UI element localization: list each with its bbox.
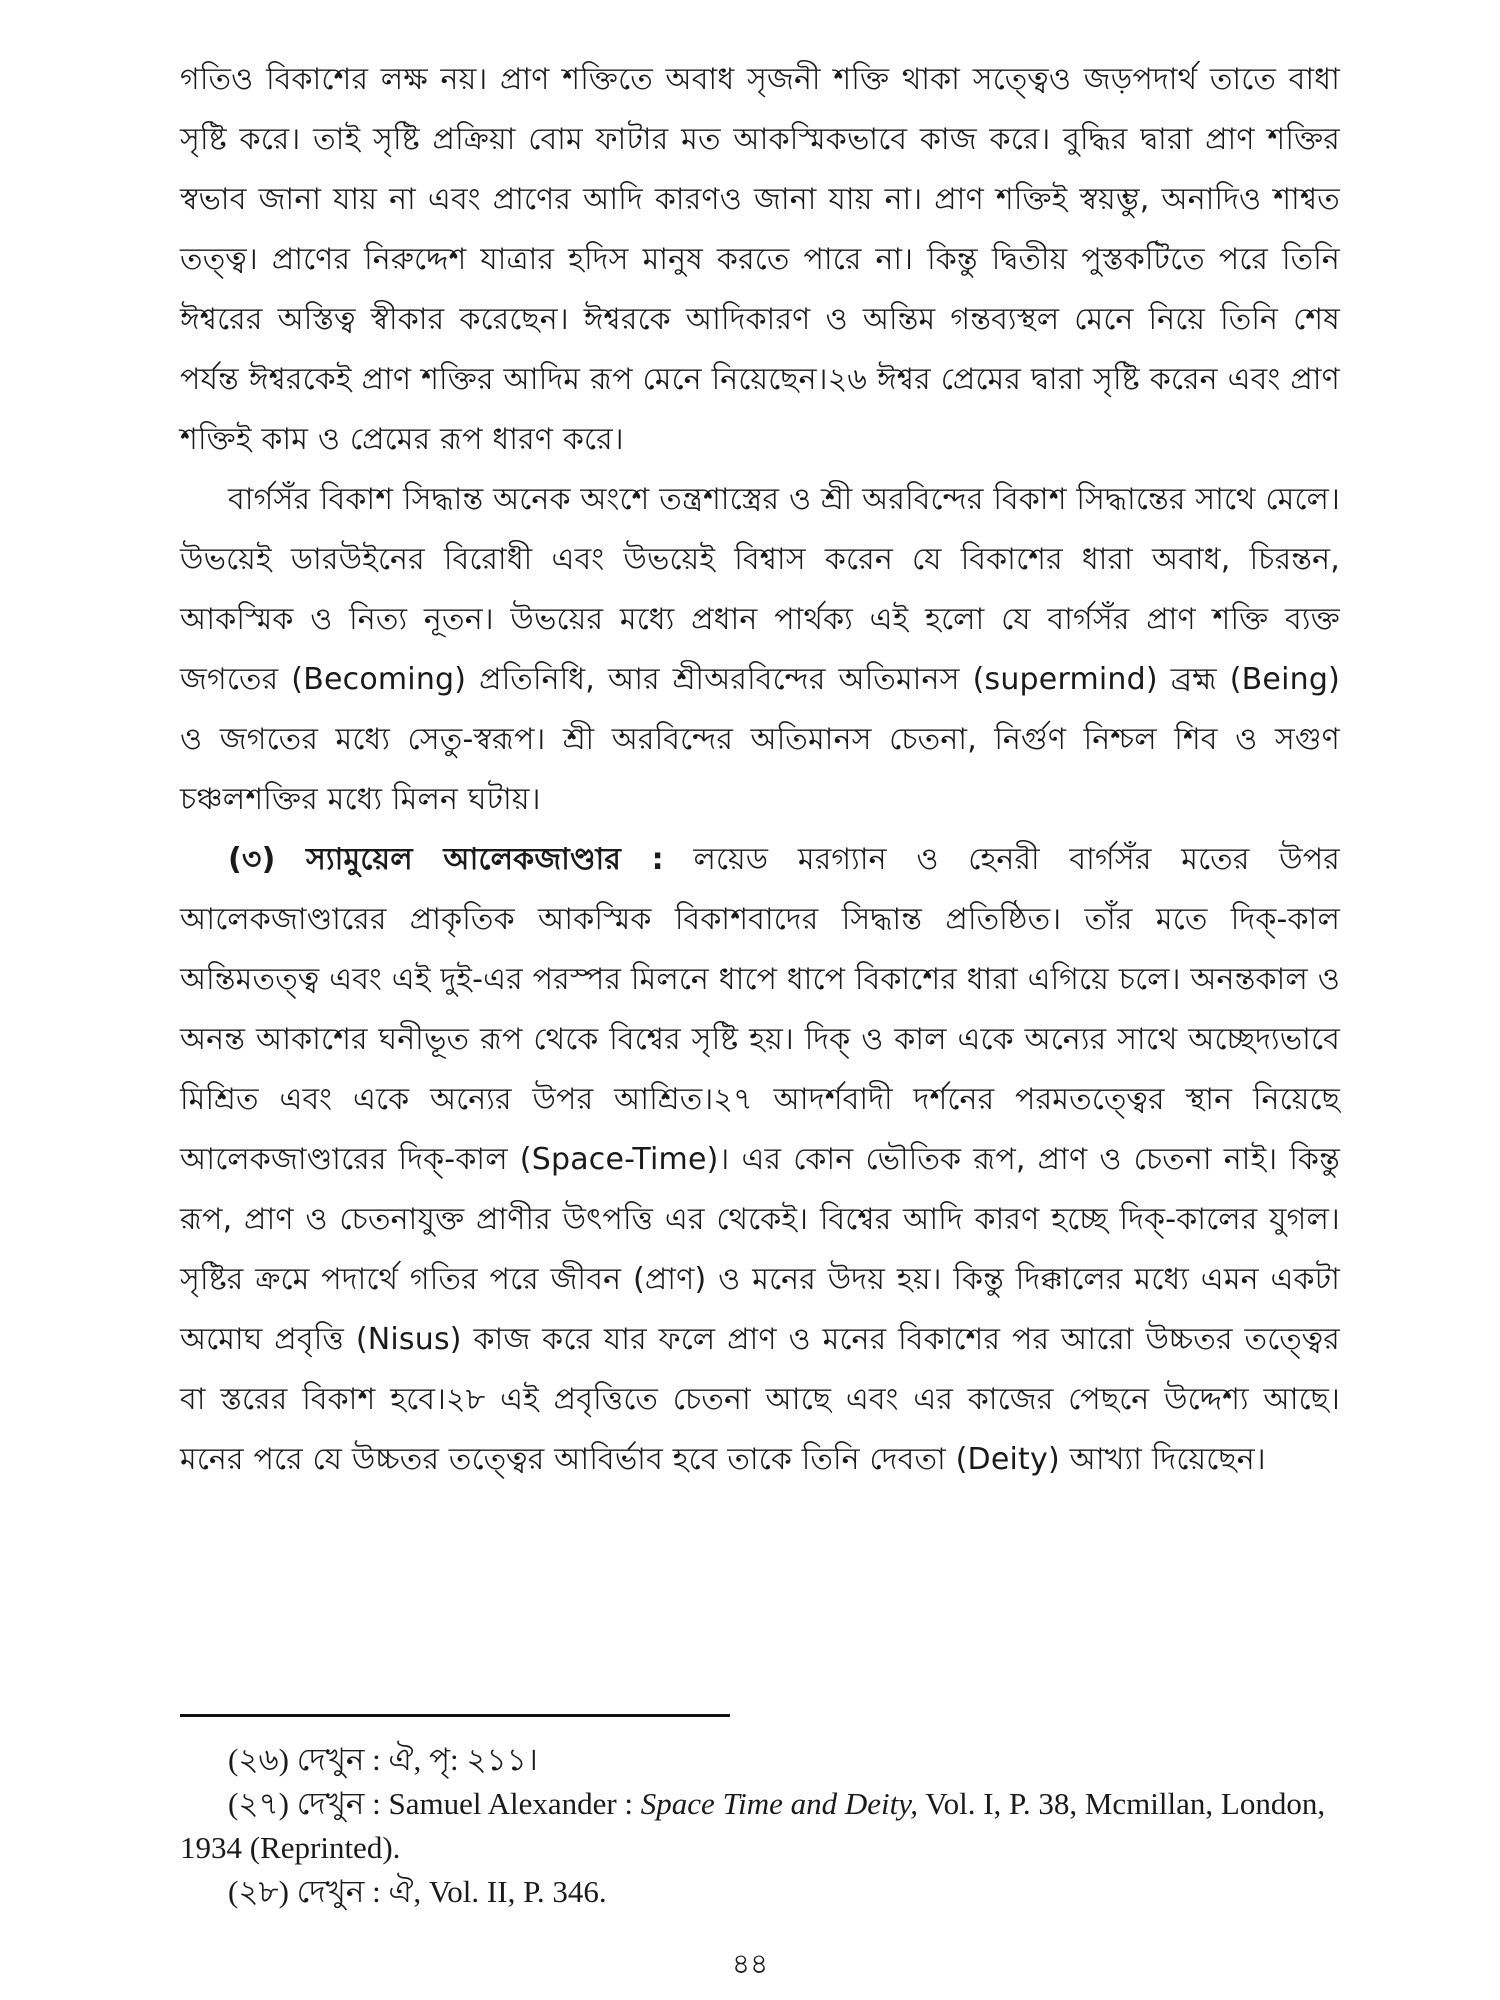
footnotes (180, 1738, 1340, 1914)
paragraph-1: গতিও বিকাশের লক্ষ নয়। প্রাণ শক্তিতে অবাধ সৃজনী শক্তি থাকা সত্ত্বেও জড়পদার্থ তাতে বাধা সৃষ্টি করে। তাই সৃষ্টি প্রক্রিয়া বোম ফাটার মত আকস্মিকভাবে কাজ করে। বুদ্ধির দ্বারা প্রাণ শক্তির স্বভাব জানা যায় না এবং প্রাণের আদি কারণও জানা যায় না। প্রাণ শক্তিই স্বয়ম্ভু, অনাদিও শাশ্বত তত্ত্ব। প্রাণের নিরুদ্দেশ যাত্রার হদিস মানুষ করতে পারে না। কিন্তু দ্বিতীয় পুস্তকটিতে পরে তিনি ঈশ্বরের অস্তিত্ব স্বীকার করেছেন। ঈশ্বরকে আদিকারণ ও অন্তিম গন্তব্যস্থল মেনে নিয়ে তিনি শেষ পর্যন্ত ঈশ্বরকেই প্রাণ শক্তির আদিম রূপ মেনে নিয়েছেন।২৬ ঈশ্বর প্রেমের দ্বারা সৃষ্টি করেন এবং প্রাণ শক্তিই কাম ও প্রেমের রূপ ধারণ করে। (180, 62, 1340, 457)
main-text (180, 50, 1340, 1490)
paragraph-3 (180, 830, 1340, 1490)
paragraph-2: বার্গসঁর বিকাশ সিদ্ধান্ত অনেক অংশে তন্ত্রশাস্ত্রের ও শ্রী অরবিন্দের বিকাশ সিদ্ধান্তের সাথে মেলে। উভয়েই ডারউইনের বিরোধী এবং উভয়েই বিশ্বাস করেন যে বিকাশের ধারা অবাধ, চিরন্তন, আকস্মিক ও নিত্য নূতন। উভয়ের মধ্যে প্রধান পার্থক্য এই হলো যে বার্গসঁর প্রাণ শক্তি ব্যক্ত জগতের (Becoming) প্রতিনিধি, আর শ্রীঅরবিন্দের অতিমানস (supermind) ব্রহ্ম (Being) ও জগতের মধ্যে সেতু-স্বরূপ। শ্রী অরবিন্দের অতিমানস চেতনা, নির্গুণ নিশ্চল শিব ও সগুণ চঞ্চলশক্তির মধ্যে মিলন ঘটায়। (180, 482, 1340, 817)
footnote-27 (180, 1782, 1340, 1870)
footnote-26: (২৬) দেখুন : ঐ, পৃ: ২১১। (228, 1742, 538, 1777)
footnote-divider (180, 1714, 730, 1717)
page-number: ৪৪ (731, 1947, 769, 1980)
footnote-27-book-title: Space Time and Deity, (640, 1786, 919, 1821)
footnote-27-prefix: (২৭) দেখুন : Samuel Alexander : (228, 1786, 641, 1821)
footnote-28: (২৮) দেখুন : ঐ, Vol. II, P. 346. (228, 1874, 607, 1909)
section-heading: (৩) স্যামুয়েল আলেকজাণ্ডার : (228, 842, 664, 877)
paragraph-3-text: লয়েড মরগ্যান ও হেনরী বার্গসঁর মতের উপর আলেকজাণ্ডারের প্রাকৃতিক আকস্মিক বিকাশবাদের সিদ্ধান্ত প্রতিষ্ঠিত। তাঁর মতে দিক্-কাল অন্তিমতত্ত্ব এবং এই দুই-এর পরস্পর মিলনে ধাপে ধাপে বিকাশের ধারা এগিয়ে চলে। অনন্তকাল ও অনন্ত আকাশের ঘনীভূত রূপ থেকে বিশ্বের সৃষ্টি হয়। দিক্ ও কাল একে অন্যের সাথে অচ্ছেদ্যভাবে মিশ্রিত এবং একে অন্যের উপর আশ্রিত।২৭ আদর্শবাদী দর্শনের পরমতত্ত্বের স্থান নিয়েছে আলেকজাণ্ডারের দিক্-কাল (Space-Time)। এর কোন ভৌতিক রূপ, প্রাণ ও চেতনা নাই। কিন্তু রূপ, প্রাণ ও চেতনাযুক্ত প্রাণীর উৎপত্তি এর থেকেই। বিশ্বের আদি কারণ হচ্ছে দিক্-কালের যুগল। সৃষ্টির ক্রমে পদার্থে গতির পরে জীবন (প্রাণ) ও মনের উদয় হয়। কিন্তু দিক্কালের মধ্যে এমন একটা অমোঘ প্রবৃত্তি (Nisus) কাজ করে যার ফলে প্রাণ ও মনের বিকাশের পর আরো উচ্চতর তত্ত্বের বা স্তরের বিকাশ হবে।২৮ এই প্রবৃত্তিতে চেতনা আছে এবং এর কাজের পেছনে উদ্দেশ্য আছে। মনের পরে যে উচ্চতর তত্ত্বের আবির্ভাব হবে তাকে তিনি দেবতা (Deity) আখ্যা দিয়েছেন। (180, 842, 1340, 1477)
footnote-27-suffix: Vol. I, P. 38, Mcmillan, London, 1934 (Reprinted). (180, 1786, 1326, 1865)
